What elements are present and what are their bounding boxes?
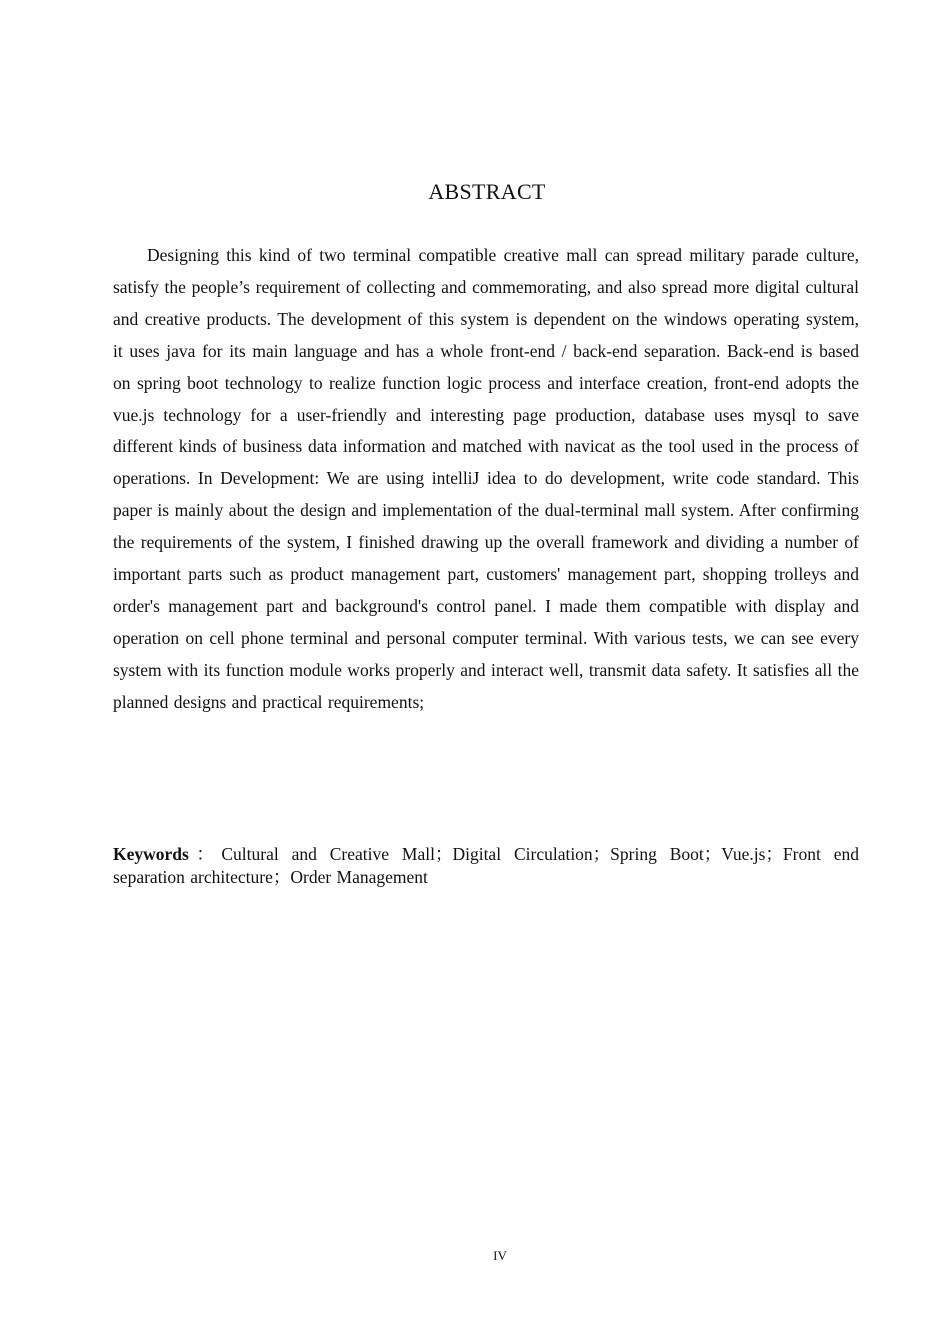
page-number: IV xyxy=(493,1248,507,1263)
keywords-separator: ： xyxy=(188,844,222,864)
abstract-body: Designing this kind of two terminal compatible creative mall can spread military parade culture, satisfy the people’s requirement of collecting and commemorating, and also spread more digital cultural and creative products. The development of this system is dependent on the windows operating system, it uses java for its main language and has a whole front-end / back-end separation. Back-end is based on spring boot technology to realize function logic process and interface creation, front-end adopts the vue.js technology for a user-friendly and interesting page production, database uses mysql to save different kinds of business data information and matched with navicat as the tool used in the process of operations. In Development: We are using intelliJ idea to do development, write code standard. This paper is mainly about the design and implementation of the dual-terminal mall system. After confirming the requirements of the system, I finished drawing up the overall framework and dividing a number of important parts such as product management part, customers' management part, shopping trolleys and order's management part and background's control panel. I made them compatible with display and operation on cell phone terminal and personal computer terminal. With various tests, we can see every system with its function module works properly and interact well, transmit data safety. It satisfies all the planned designs and practical requirements; xyxy=(113,245,859,712)
keywords-paragraph xyxy=(113,843,859,889)
keywords-label: Keywords xyxy=(113,844,189,864)
keywords-text: Cultural and Creative Mall；Digital Circulation；Spring Boot；Vue.js；Front end separation architecture；Order Management xyxy=(113,844,860,887)
abstract-title: ABSTRACT xyxy=(428,179,546,204)
